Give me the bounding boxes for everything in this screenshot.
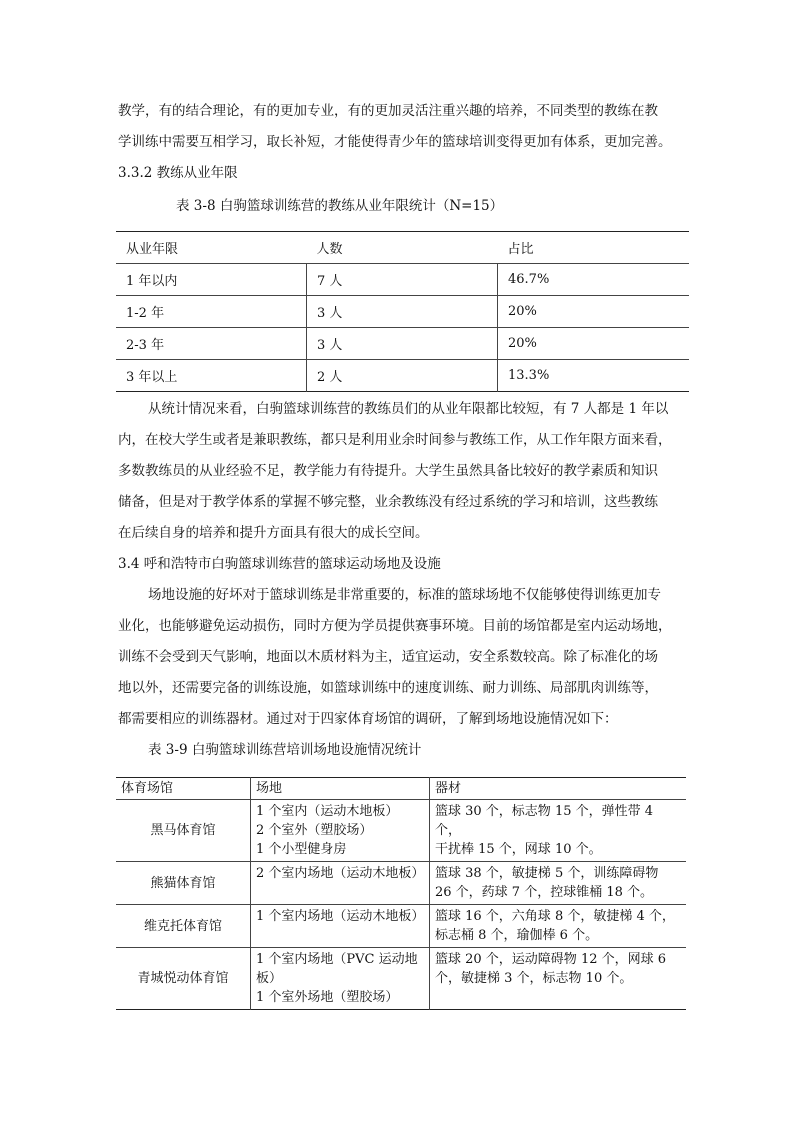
header-cell: 器材	[430, 778, 687, 800]
venue-cell: 黑马体育馆	[116, 800, 251, 862]
table-header-row	[116, 232, 689, 264]
equipment-line: 篮球 38 个，敏捷梯 5 个，训练障碍物	[435, 866, 659, 881]
paragraph-line: 内，在校大学生或者是兼职教练，都只是利用业余时间参与教练工作，从工作年限方面来看，	[118, 432, 672, 448]
equipment-line: 篮球 20 个，运动障碍物 12 个，网球 6	[435, 952, 667, 967]
table-cell: 3 人	[307, 328, 498, 360]
section-heading-3-3-2: 3.3.2 教练从业年限	[118, 165, 238, 181]
equipment-cell	[430, 948, 687, 1010]
paragraph-line: 业化，也能够避免运动损伤，同时方便为学员提供赛事环境。目前的场馆都是室内运动场地，	[118, 618, 672, 634]
table-cell: 3 年以上	[126, 370, 178, 385]
paragraph-line: 多数教练员的从业经验不足，教学能力有待提升。大学生虽然具备比较好的教学素质和知识	[118, 463, 658, 479]
header-cell: 占比	[498, 232, 690, 264]
table-row	[116, 264, 689, 296]
field-cell	[251, 905, 430, 948]
paragraph-line: 学训练中需要互相学习，取长补短，才能使得青少年的篮球培训变得更加有体系，更加完善。	[118, 134, 672, 150]
venue-cell: 青城悦动体育馆	[116, 948, 251, 1010]
equipment-cell	[430, 800, 687, 862]
table-row	[116, 905, 686, 948]
field-cell	[251, 948, 430, 1010]
table-3-8	[116, 231, 689, 392]
equipment-line: 个，敏捷梯 3 个，标志物 10 个。	[435, 971, 633, 986]
table-row	[116, 296, 689, 328]
paragraph-line: 在后续自身的培养和提升方面具有很大的成长空间。	[118, 525, 429, 541]
field-line: 1 个室内场地（运动木地板）	[256, 909, 425, 924]
paragraph-line: 教学，有的结合理论，有的更加专业，有的更加灵活注重兴趣的培养，不同类型的教练在教	[118, 103, 658, 119]
equipment-line: 篮球 30 个，标志物 15 个，弹性带 4 个，	[435, 804, 654, 838]
venue-cell: 熊猫体育馆	[116, 862, 251, 905]
header-cell: 体育场馆	[116, 778, 251, 800]
table-3-9-caption: 表 3-9 白驹篮球训练营培训场地设施情况统计	[148, 742, 422, 758]
paragraph-line: 场地设施的好坏对于篮球训练是非常重要的，标准的篮球场地不仅能够使得训练更加专	[148, 587, 661, 603]
paragraph-line: 从统计情况来看，白驹篮球训练营的教练员们的从业年限都比较短，有 7 人都是 1 年以	[148, 401, 669, 417]
field-cell	[251, 800, 430, 862]
equipment-line: 干扰棒 15 个，网球 10 个。	[435, 842, 602, 857]
table-cell: 2-3 年	[116, 328, 307, 360]
table-cell: 1 年以内	[116, 264, 307, 296]
table-3-9	[116, 777, 686, 1010]
table-cell: 13.3%	[508, 368, 550, 383]
header-cell: 场地	[251, 778, 430, 800]
table-cell: 20%	[498, 328, 690, 360]
table-row	[116, 328, 689, 360]
table-row	[116, 360, 689, 392]
field-line: 1 个室外场地（塑胶场）	[256, 990, 399, 1005]
field-line: 1 个小型健身房	[256, 842, 347, 857]
table-header-row	[116, 778, 686, 800]
header-cell: 人数	[307, 232, 498, 264]
equipment-line: 26 个，药球 7 个，控球锥桶 18 个。	[435, 885, 654, 900]
field-line: 1 个室内（运动木地板）	[256, 804, 399, 819]
paragraph-line: 储备，但是对于教学体系的掌握不够完整，业余教练没有经过系统的学习和培训，这些教练	[118, 494, 658, 510]
table-cell: 46.7%	[498, 264, 690, 296]
table-3-8-caption: 表 3-8 白驹篮球训练营的教练从业年限统计（N=15）	[176, 198, 504, 214]
equipment-cell	[430, 862, 687, 905]
header-cell: 从业年限	[116, 232, 307, 264]
table-cell: 3 人	[307, 296, 498, 328]
equipment-cell	[430, 905, 687, 948]
table-cell: 7 人	[307, 264, 498, 296]
table-cell: 1-2 年	[116, 296, 307, 328]
paragraph-line: 地以外，还需要完备的训练设施，如篮球训练中的速度训练、耐力训练、局部肌肉训练等，	[118, 680, 658, 696]
field-line: 1 个室内场地（PVC 运动地	[256, 952, 418, 967]
table-cell: 2 人	[307, 360, 498, 392]
paragraph-line: 都需要相应的训练器材。通过对于四家体育场馆的调研，了解到场地设施情况如下：	[118, 711, 618, 727]
venue-cell: 维克托体育馆	[116, 905, 251, 948]
table-row	[116, 948, 686, 1010]
paragraph-line: 训练不会受到天气影响，地面以木质材料为主，适宜运动，安全系数较高。除了标准化的场	[118, 649, 658, 665]
table-cell: 20%	[498, 296, 690, 328]
field-line: 2 个室外（塑胶场）	[256, 823, 373, 838]
table-row	[116, 800, 686, 862]
table-row	[116, 862, 686, 905]
field-cell	[251, 862, 430, 905]
field-line: 2 个室内场地（运动木地板）	[256, 866, 425, 881]
section-heading-3-4: 3.4 呼和浩特市白驹篮球训练营的篮球运动场地及设施	[118, 556, 441, 572]
field-line: 板）	[256, 971, 283, 986]
equipment-line: 标志桶 8 个，瑜伽棒 6 个。	[435, 928, 599, 943]
equipment-line: 篮球 16 个，六角球 8 个，敏捷梯 4 个，	[435, 909, 675, 924]
